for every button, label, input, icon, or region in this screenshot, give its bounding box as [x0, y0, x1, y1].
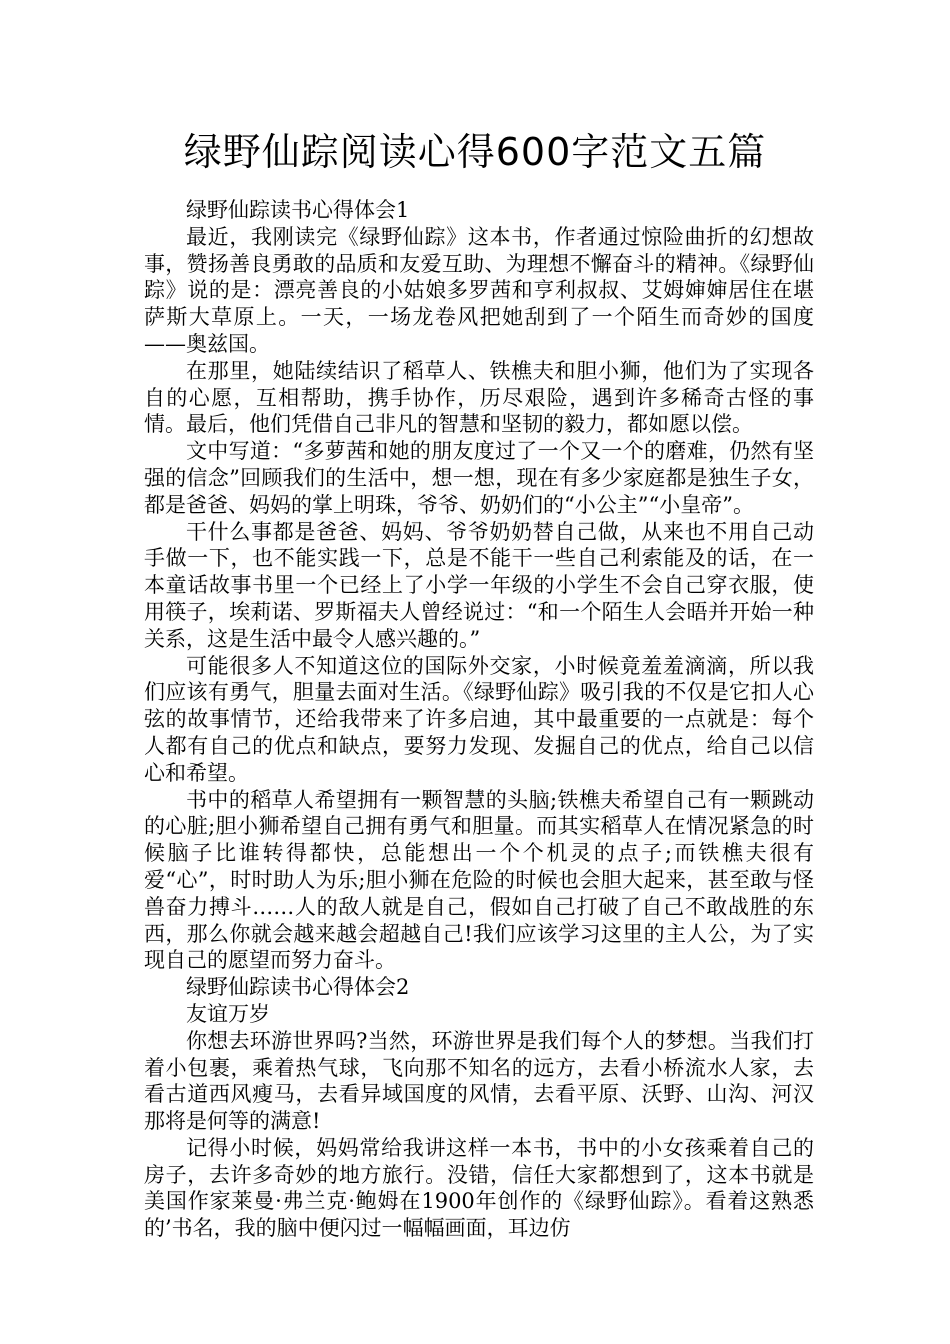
paragraph: 干什么事都是爸爸、妈妈、爷爷奶奶替自己做，从来也不用自己动手做一下，也不能实践一下，总是不能干一些自己利索能及的话，在一本童话故事书里一个已经上了小学一年级的小学生不会自己穿衣服，使用筷子，埃莉诺、罗斯福夫人曾经说过：“和一个陌生人会晤并开始一种关系，这是生活中最令人感兴趣的。” — [144, 519, 814, 651]
section-subtitle: 友谊万岁 — [186, 1001, 270, 1026]
paragraph: 书中的稻草人希望拥有一颗智慧的头脑;铁樵夫希望自己有一颗跳动的心脏;胆小狮希望自己拥有勇气和胆量。而其实稻草人在情况紧急的时候脑子比谁转得都快，总能想出一个个机灵的点子;而铁樵夫很有爱“心”，时时助人为乐;胆小狮在危险的时候也会胆大起来，甚至敢与怪兽奋力搏斗……人的敌人就是自己，假如自己打破了自己不敢战胜的东西，那么你就会越来越会超越自己!我们应该学习这里的主人公，为了实现自己的愿望而努力奋斗。 — [144, 787, 814, 973]
paragraph: 文中写道：“多萝茜和她的朋友度过了一个又一个的磨难，仍然有坚强的信念”回顾我们的生活中，想一想，现在有多少家庭都是独生子女，都是爸爸、妈妈的掌上明珠，爷爷、奶奶们的“小公主”“小皇帝”。 — [144, 439, 814, 517]
document-body — [144, 197, 814, 1242]
section-heading-1: 绿野仙踪读书心得体会1 — [186, 198, 410, 222]
paragraph: 你想去环游世界吗?当然，环游世界是我们每个人的梦想。当我们打着小包裹，乘着热气球，飞向那不知名的远方，去看小桥流水人家，去看古道西风瘦马，去看异域国度的风情，去看平原、沃野、山沟、河汉那将是何等的满意! — [144, 1028, 814, 1134]
paragraph: 在那里，她陆续结识了稻草人、铁樵夫和胆小狮，他们为了实现各自的心愿，互相帮助，携手协作，历尽艰险，遇到许多稀奇古怪的事情。最后，他们凭借自己非凡的智慧和坚韧的毅力，都如愿以偿。 — [144, 358, 814, 437]
document-title: 绿野仙踪阅读心得600字范文五篇 — [183, 130, 767, 174]
paragraph: 最近，我刚读完《绿野仙踪》这本书，作者通过惊险曲折的幻想故事，赞扬善良勇敢的品质和友爱互助、为理想不懈奋斗的精神。《绿野仙踪》说的是：漂亮善良的小姑娘多罗茜和亨利叔叔、艾姆婶婶居住在堪萨斯大草原上。一天，一场龙卷风把她刮到了一个陌生而奇妙的国度——奥兹国。 — [144, 224, 814, 356]
paragraph: 记得小时候，妈妈常给我讲这样一本书，书中的小女孩乘着自己的房子，去许多奇妙的地方旅行。没错，信任大家都想到了，这本书就是美国作家莱曼·弗兰克·鲍姆在1900年创作的《绿野仙踪》。看着这熟悉的’书名，我的脑中便闪过一幅幅画面，耳边仿 — [144, 1135, 814, 1241]
paragraph: 可能很多人不知道这位的国际外交家，小时候竟羞羞滴滴，所以我们应该有勇气，胆量去面对生活。《绿野仙踪》吸引我的不仅是它扣人心弦的故事情节，还给我带来了许多启迪，其中最重要的一点就是：每个人都有自己的优点和缺点，要努力发现、发掘自己的优点，给自己以信心和希望。 — [144, 653, 814, 785]
section-heading-2: 绿野仙踪读书心得体会2 — [186, 975, 410, 1000]
